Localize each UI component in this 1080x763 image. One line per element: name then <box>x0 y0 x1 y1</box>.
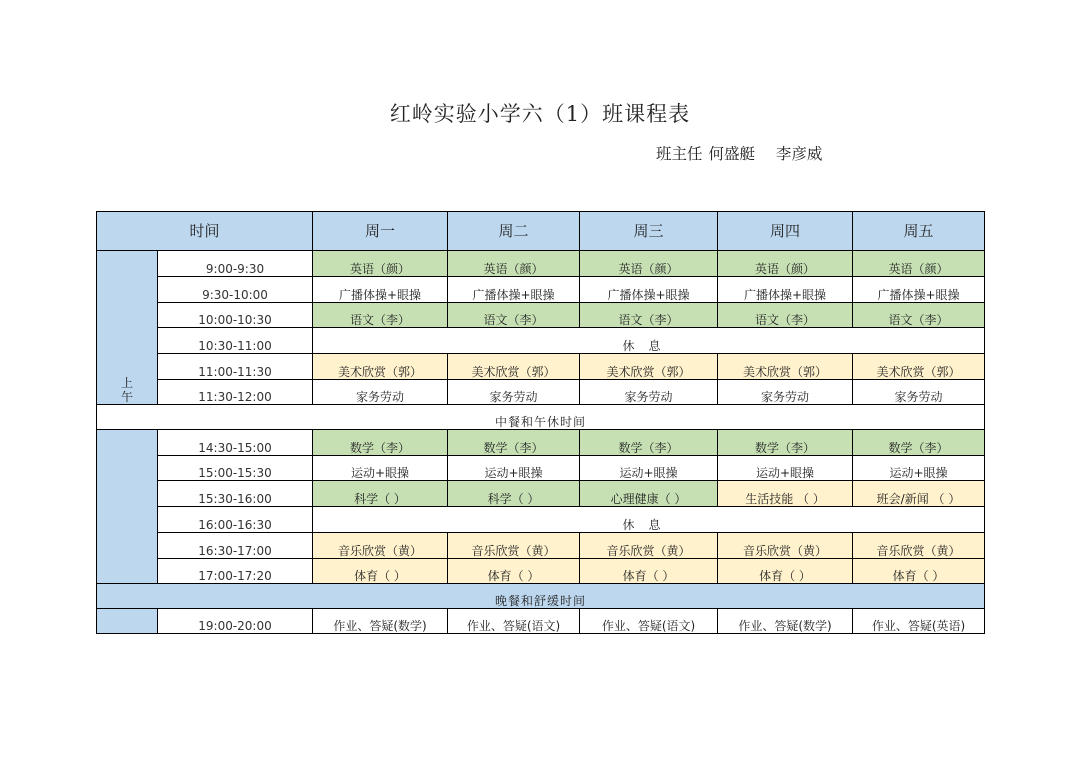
header-wednesday: 周三 <box>580 212 718 251</box>
time-cell: 19:00-20:00 <box>158 609 313 634</box>
page-title: 红岭实验小学六（1）班课程表 <box>389 102 691 126</box>
lesson-cell: 数学（李） <box>580 430 718 456</box>
lesson-cell: 运动+眼操 <box>718 456 853 481</box>
lesson-cell: 数学（李） <box>448 430 580 456</box>
evening-label <box>97 609 158 634</box>
lesson-cell: 广播体操+眼操 <box>853 277 985 303</box>
lesson-cell: 美术欣赏（郭） <box>718 354 853 380</box>
lesson-cell: 音乐欣赏（黄） <box>718 533 853 559</box>
lesson-cell: 广播体操+眼操 <box>313 277 448 303</box>
lesson-cell: 美术欣赏（郭） <box>853 354 985 380</box>
afternoon-label <box>97 430 158 584</box>
lesson-cell: 作业、答疑(语文) <box>448 609 580 634</box>
lesson-cell: 英语（颜） <box>313 251 448 277</box>
lesson-cell: 语文（李） <box>580 303 718 328</box>
header-monday: 周一 <box>313 212 448 251</box>
table-row <box>97 507 985 533</box>
table-row <box>97 251 985 277</box>
lesson-cell: 英语（颜） <box>580 251 718 277</box>
teacher-label: 班主任 <box>656 145 703 163</box>
time-cell: 11:00-11:30 <box>158 354 313 380</box>
header-time: 时间 <box>97 212 313 251</box>
time-cell: 11:30-12:00 <box>158 380 313 405</box>
rest-cell: 休息 <box>313 328 985 354</box>
time-cell: 9:30-10:00 <box>158 277 313 303</box>
lesson-cell: 音乐欣赏（黄） <box>580 533 718 559</box>
table-row <box>97 354 985 380</box>
lesson-cell: 语文（李） <box>853 303 985 328</box>
lesson-cell: 体育（ ） <box>718 559 853 584</box>
lesson-cell: 美术欣赏（郭） <box>580 354 718 380</box>
dinner-break: 晚餐和舒缓时间 <box>97 584 985 609</box>
header-thursday: 周四 <box>718 212 853 251</box>
lesson-cell: 科学（ ） <box>448 481 580 507</box>
table-row <box>97 559 985 584</box>
lesson-cell: 生活技能 （ ） <box>718 481 853 507</box>
time-cell: 16:30-17:00 <box>158 533 313 559</box>
lesson-cell: 家务劳动 <box>718 380 853 405</box>
lesson-cell: 广播体操+眼操 <box>718 277 853 303</box>
lesson-cell: 作业、答疑(数学) <box>313 609 448 634</box>
lesson-cell: 科学（ ） <box>313 481 448 507</box>
lesson-cell: 英语（颜） <box>448 251 580 277</box>
lesson-cell: 英语（颜） <box>853 251 985 277</box>
table-row <box>97 533 985 559</box>
lesson-cell: 语文（李） <box>718 303 853 328</box>
teacher-name: 何盛艇 <box>708 145 756 163</box>
time-cell: 14:30-15:00 <box>158 430 313 456</box>
rest-cell: 休息 <box>313 507 985 533</box>
lesson-cell: 语文（李） <box>313 303 448 328</box>
lesson-cell: 数学（李） <box>853 430 985 456</box>
lesson-cell: 运动+眼操 <box>580 456 718 481</box>
lesson-cell: 广播体操+眼操 <box>448 277 580 303</box>
time-cell: 17:00-17:20 <box>158 559 313 584</box>
lesson-cell: 广播体操+眼操 <box>580 277 718 303</box>
lesson-cell: 心理健康（ ） <box>580 481 718 507</box>
time-cell: 15:30-16:00 <box>158 481 313 507</box>
lesson-cell: 家务劳动 <box>580 380 718 405</box>
table-row <box>97 277 985 303</box>
lesson-cell: 语文（李） <box>448 303 580 328</box>
lesson-cell: 运动+眼操 <box>313 456 448 481</box>
table-row <box>97 609 985 634</box>
lesson-cell: 作业、答疑(英语) <box>853 609 985 634</box>
lunch-break: 中餐和午休时间 <box>97 405 985 430</box>
lesson-cell: 数学（李） <box>313 430 448 456</box>
table-row <box>97 328 985 354</box>
time-cell: 16:00-16:30 <box>158 507 313 533</box>
lesson-cell: 音乐欣赏（黄） <box>313 533 448 559</box>
teacher-name: 李彦威 <box>775 145 823 163</box>
lesson-cell: 家务劳动 <box>313 380 448 405</box>
lesson-cell: 运动+眼操 <box>448 456 580 481</box>
table-row <box>97 584 985 609</box>
header-friday: 周五 <box>853 212 985 251</box>
lesson-cell: 作业、答疑(语文) <box>580 609 718 634</box>
morning-label: 上 午 <box>97 251 158 405</box>
lesson-cell: 体育（ ） <box>448 559 580 584</box>
table-row <box>97 481 985 507</box>
table-row <box>97 380 985 405</box>
lesson-cell: 音乐欣赏（黄） <box>448 533 580 559</box>
lesson-cell: 家务劳动 <box>448 380 580 405</box>
lesson-cell: 体育（ ） <box>853 559 985 584</box>
lesson-cell: 体育（ ） <box>580 559 718 584</box>
lesson-cell: 体育（ ） <box>313 559 448 584</box>
header-row <box>97 212 985 251</box>
lesson-cell: 数学（李） <box>718 430 853 456</box>
lesson-cell: 班会/新闻 （ ） <box>853 481 985 507</box>
lesson-cell: 运动+眼操 <box>853 456 985 481</box>
lesson-cell: 美术欣赏（郭） <box>448 354 580 380</box>
lesson-cell: 美术欣赏（郭） <box>313 354 448 380</box>
header-tuesday: 周二 <box>448 212 580 251</box>
lesson-cell: 音乐欣赏（黄） <box>853 533 985 559</box>
time-cell: 9:00-9:30 <box>158 251 313 277</box>
table-row <box>97 405 985 430</box>
lesson-cell: 作业、答疑(数学) <box>718 609 853 634</box>
table-row <box>97 430 985 456</box>
table-row <box>97 456 985 481</box>
lesson-cell: 英语（颜） <box>718 251 853 277</box>
table-row <box>97 303 985 328</box>
time-cell: 10:00-10:30 <box>158 303 313 328</box>
homeroom-teachers <box>656 142 828 164</box>
time-cell: 10:30-11:00 <box>158 328 313 354</box>
time-cell: 15:00-15:30 <box>158 456 313 481</box>
lesson-cell: 家务劳动 <box>853 380 985 405</box>
schedule-table <box>96 211 985 634</box>
